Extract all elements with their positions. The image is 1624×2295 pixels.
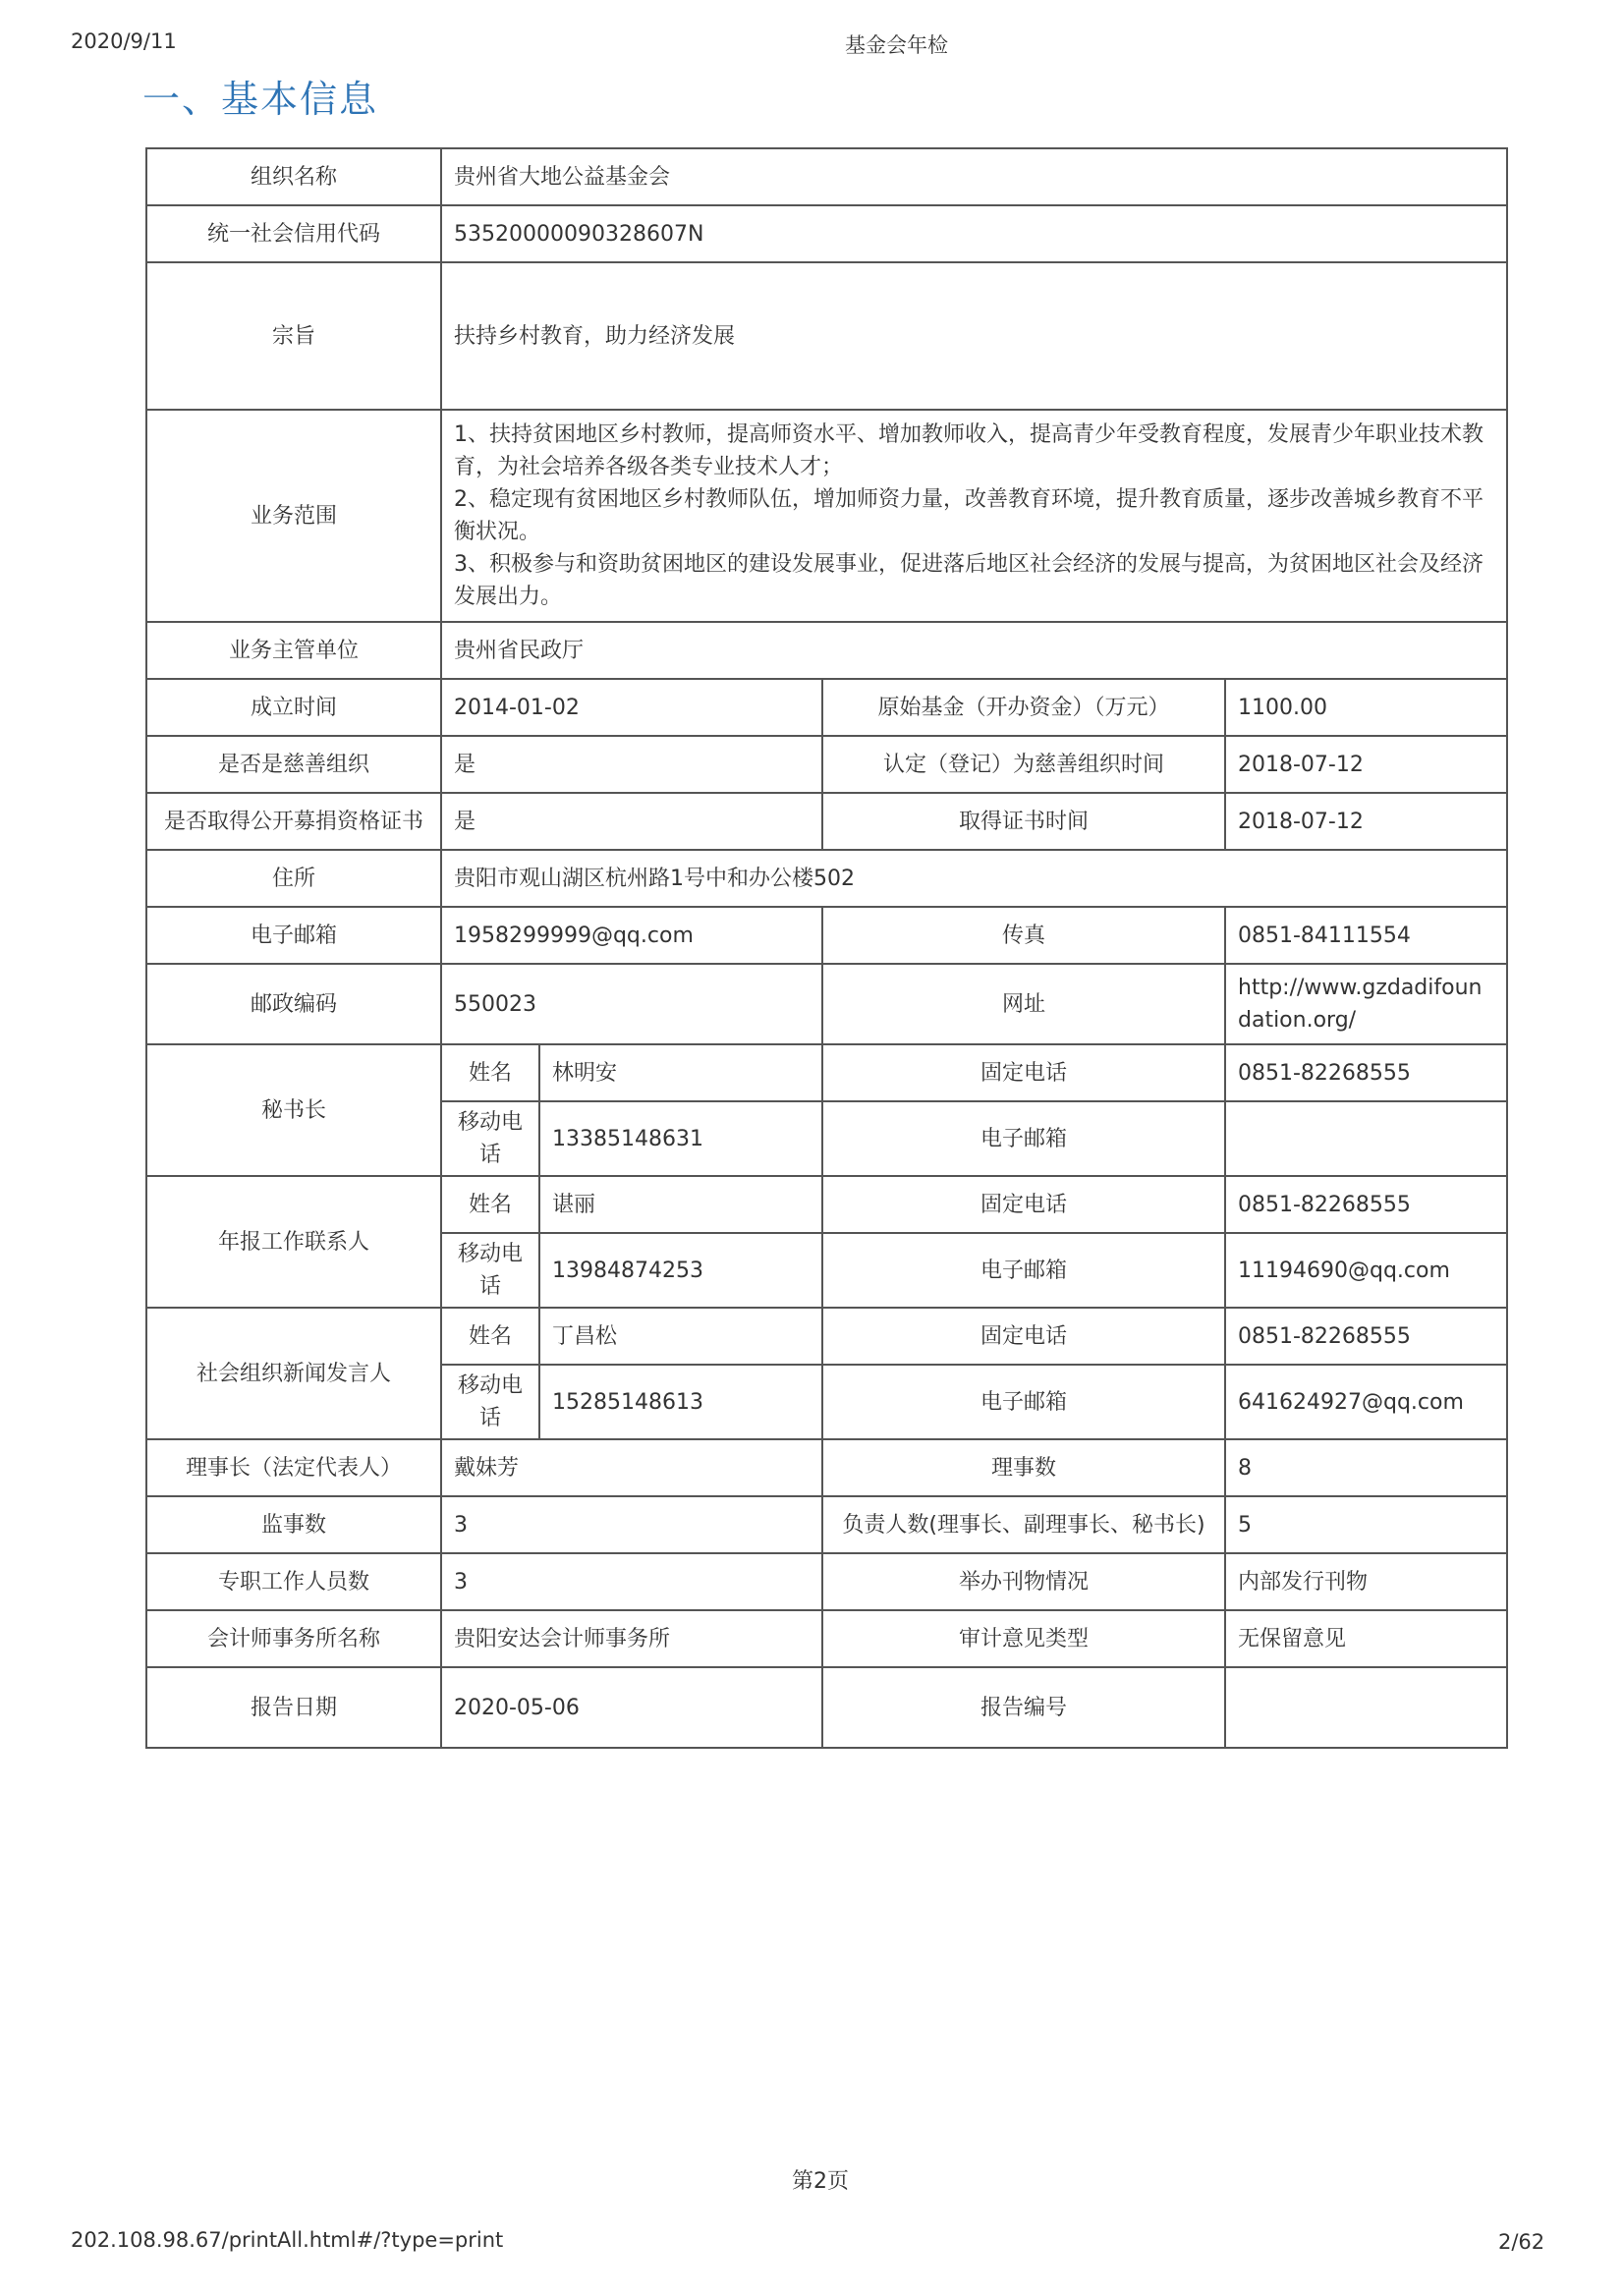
contact-mobile-label: 移动电话 <box>441 1101 539 1176</box>
website-value: http://www.gzdadifoundation.org/ <box>1225 964 1507 1044</box>
auditor-value: 贵阳安达会计师事务所 <box>441 1610 822 1667</box>
contact-name: 丁昌松 <box>539 1308 822 1365</box>
publication-value: 内部发行刊物 <box>1225 1553 1507 1610</box>
contact-name-label: 姓名 <box>441 1176 539 1233</box>
fax-value: 0851-84111554 <box>1225 907 1507 964</box>
contact-email-label: 电子邮箱 <box>822 1101 1225 1176</box>
basic-info-table <box>145 147 1508 1749</box>
founded-value: 2014-01-02 <box>441 679 822 736</box>
supervisors-label: 监事数 <box>146 1496 441 1553</box>
table-row <box>146 1308 1507 1365</box>
table-row <box>146 1496 1507 1553</box>
scope-item: 1、扶持贫困地区乡村教师，提高师资水平、增加教师收入，提高青少年受教育程度，发展青少年职业技术教育，为社会培养各级各类专业技术人才； <box>454 422 1484 479</box>
scope-item: 3、积极参与和资助贫困地区的建设发展事业，促进落后地区社会经济的发展与提高，为贫困地区社会及经济发展出力。 <box>454 552 1484 609</box>
print-url: 202.108.98.67/printAll.html#/?type=print <box>71 2228 504 2252</box>
report-no-value <box>1225 1667 1507 1748</box>
section-title: 一、基本信息 <box>142 78 379 121</box>
contact-name-label: 姓名 <box>441 1044 539 1101</box>
contact-mobile: 13385148631 <box>539 1101 822 1176</box>
website-label: 网址 <box>822 964 1225 1044</box>
contact-email-label: 电子邮箱 <box>822 1233 1225 1308</box>
charity-value: 是 <box>441 736 822 793</box>
opinion-value: 无保留意见 <box>1225 1610 1507 1667</box>
contact-phone: 0851-82268555 <box>1225 1176 1507 1233</box>
supervisors-value: 3 <box>441 1496 822 1553</box>
report-date-label: 报告日期 <box>146 1667 441 1748</box>
page-count: 2/62 <box>1498 2230 1545 2254</box>
table-row <box>146 1667 1507 1748</box>
charity-date-value: 2018-07-12 <box>1225 736 1507 793</box>
directors-label: 理事数 <box>822 1439 1225 1496</box>
contact-phone-label: 固定电话 <box>822 1308 1225 1365</box>
report-date-value: 2020-05-06 <box>441 1667 822 1748</box>
charity-date-label: 认定（登记）为慈善组织时间 <box>822 736 1225 793</box>
cert-date-value: 2018-07-12 <box>1225 793 1507 850</box>
table-row <box>146 850 1507 907</box>
address-label: 住所 <box>146 850 441 907</box>
contact-mobile-label: 移动电话 <box>441 1233 539 1308</box>
table-row <box>146 410 1507 622</box>
opinion-label: 审计意见类型 <box>822 1610 1225 1667</box>
contact-email: 641624927@qq.com <box>1225 1365 1507 1439</box>
contact-phone: 0851-82268555 <box>1225 1308 1507 1365</box>
contact-phone-label: 固定电话 <box>822 1044 1225 1101</box>
staff-label: 专职工作人员数 <box>146 1553 441 1610</box>
contact-phone: 0851-82268555 <box>1225 1044 1507 1101</box>
contact-name: 谌丽 <box>539 1176 822 1233</box>
staff-value: 3 <box>441 1553 822 1610</box>
table-row <box>146 793 1507 850</box>
contact-role: 年报工作联系人 <box>146 1176 441 1308</box>
org-name-value: 贵州省大地公益基金会 <box>441 148 1507 205</box>
credit-code-label: 统一社会信用代码 <box>146 205 441 262</box>
purpose-value: 扶持乡村教育，助力经济发展 <box>441 262 1507 410</box>
authority-value: 贵州省民政厅 <box>441 622 1507 679</box>
directors-value: 8 <box>1225 1439 1507 1496</box>
table-row <box>146 205 1507 262</box>
table-row <box>146 964 1507 1044</box>
scope-item: 2、稳定现有贫困地区乡村教师队伍，增加师资力量，改善教育环境，提升教育质量，逐步改善城乡教育不平衡状况。 <box>454 487 1484 544</box>
table-row <box>146 1610 1507 1667</box>
cert-date-label: 取得证书时间 <box>822 793 1225 850</box>
charity-label: 是否是慈善组织 <box>146 736 441 793</box>
email-label: 电子邮箱 <box>146 907 441 964</box>
scope-value <box>441 410 1507 622</box>
contact-mobile-label: 移动电话 <box>441 1365 539 1439</box>
leaders-label: 负责人数(理事长、副理事长、秘书长) <box>822 1496 1225 1553</box>
org-name-label: 组织名称 <box>146 148 441 205</box>
fund-value: 1100.00 <box>1225 679 1507 736</box>
contact-role: 社会组织新闻发言人 <box>146 1308 441 1439</box>
leaders-value: 5 <box>1225 1496 1507 1553</box>
contact-role: 秘书长 <box>146 1044 441 1176</box>
report-no-label: 报告编号 <box>822 1667 1225 1748</box>
purpose-label: 宗旨 <box>146 262 441 410</box>
fax-label: 传真 <box>822 907 1225 964</box>
credit-code-value: 53520000090328607N <box>441 205 1507 262</box>
auditor-label: 会计师事务所名称 <box>146 1610 441 1667</box>
table-row <box>146 1439 1507 1496</box>
table-row <box>146 262 1507 410</box>
publication-label: 举办刊物情况 <box>822 1553 1225 1610</box>
table-row <box>146 907 1507 964</box>
contact-name: 林明安 <box>539 1044 822 1101</box>
print-title: 基金会年检 <box>845 33 948 57</box>
page-number: 第2页 <box>792 2169 849 2194</box>
print-date: 2020/9/11 <box>71 29 177 53</box>
authority-label: 业务主管单位 <box>146 622 441 679</box>
table-row <box>146 736 1507 793</box>
table-row <box>146 1553 1507 1610</box>
postcode-value: 550023 <box>441 964 822 1044</box>
table-row <box>146 1176 1507 1233</box>
chairman-label: 理事长（法定代表人） <box>146 1439 441 1496</box>
contact-mobile: 15285148613 <box>539 1365 822 1439</box>
contact-mobile: 13984874253 <box>539 1233 822 1308</box>
email-value: 1958299999@qq.com <box>441 907 822 964</box>
fund-label: 原始基金（开办资金）（万元） <box>822 679 1225 736</box>
scope-label: 业务范围 <box>146 410 441 622</box>
table-row <box>146 622 1507 679</box>
contact-name-label: 姓名 <box>441 1308 539 1365</box>
chairman-value: 戴妹芳 <box>441 1439 822 1496</box>
table-row <box>146 1044 1507 1101</box>
postcode-label: 邮政编码 <box>146 964 441 1044</box>
contact-email-label: 电子邮箱 <box>822 1365 1225 1439</box>
fundraise-label: 是否取得公开募捐资格证书 <box>146 793 441 850</box>
address-value: 贵阳市观山湖区杭州路1号中和办公楼502 <box>441 850 1507 907</box>
fundraise-value: 是 <box>441 793 822 850</box>
contact-email: 11194690@qq.com <box>1225 1233 1507 1308</box>
founded-label: 成立时间 <box>146 679 441 736</box>
contact-email <box>1225 1101 1507 1176</box>
contact-phone-label: 固定电话 <box>822 1176 1225 1233</box>
table-row <box>146 679 1507 736</box>
table-row <box>146 148 1507 205</box>
